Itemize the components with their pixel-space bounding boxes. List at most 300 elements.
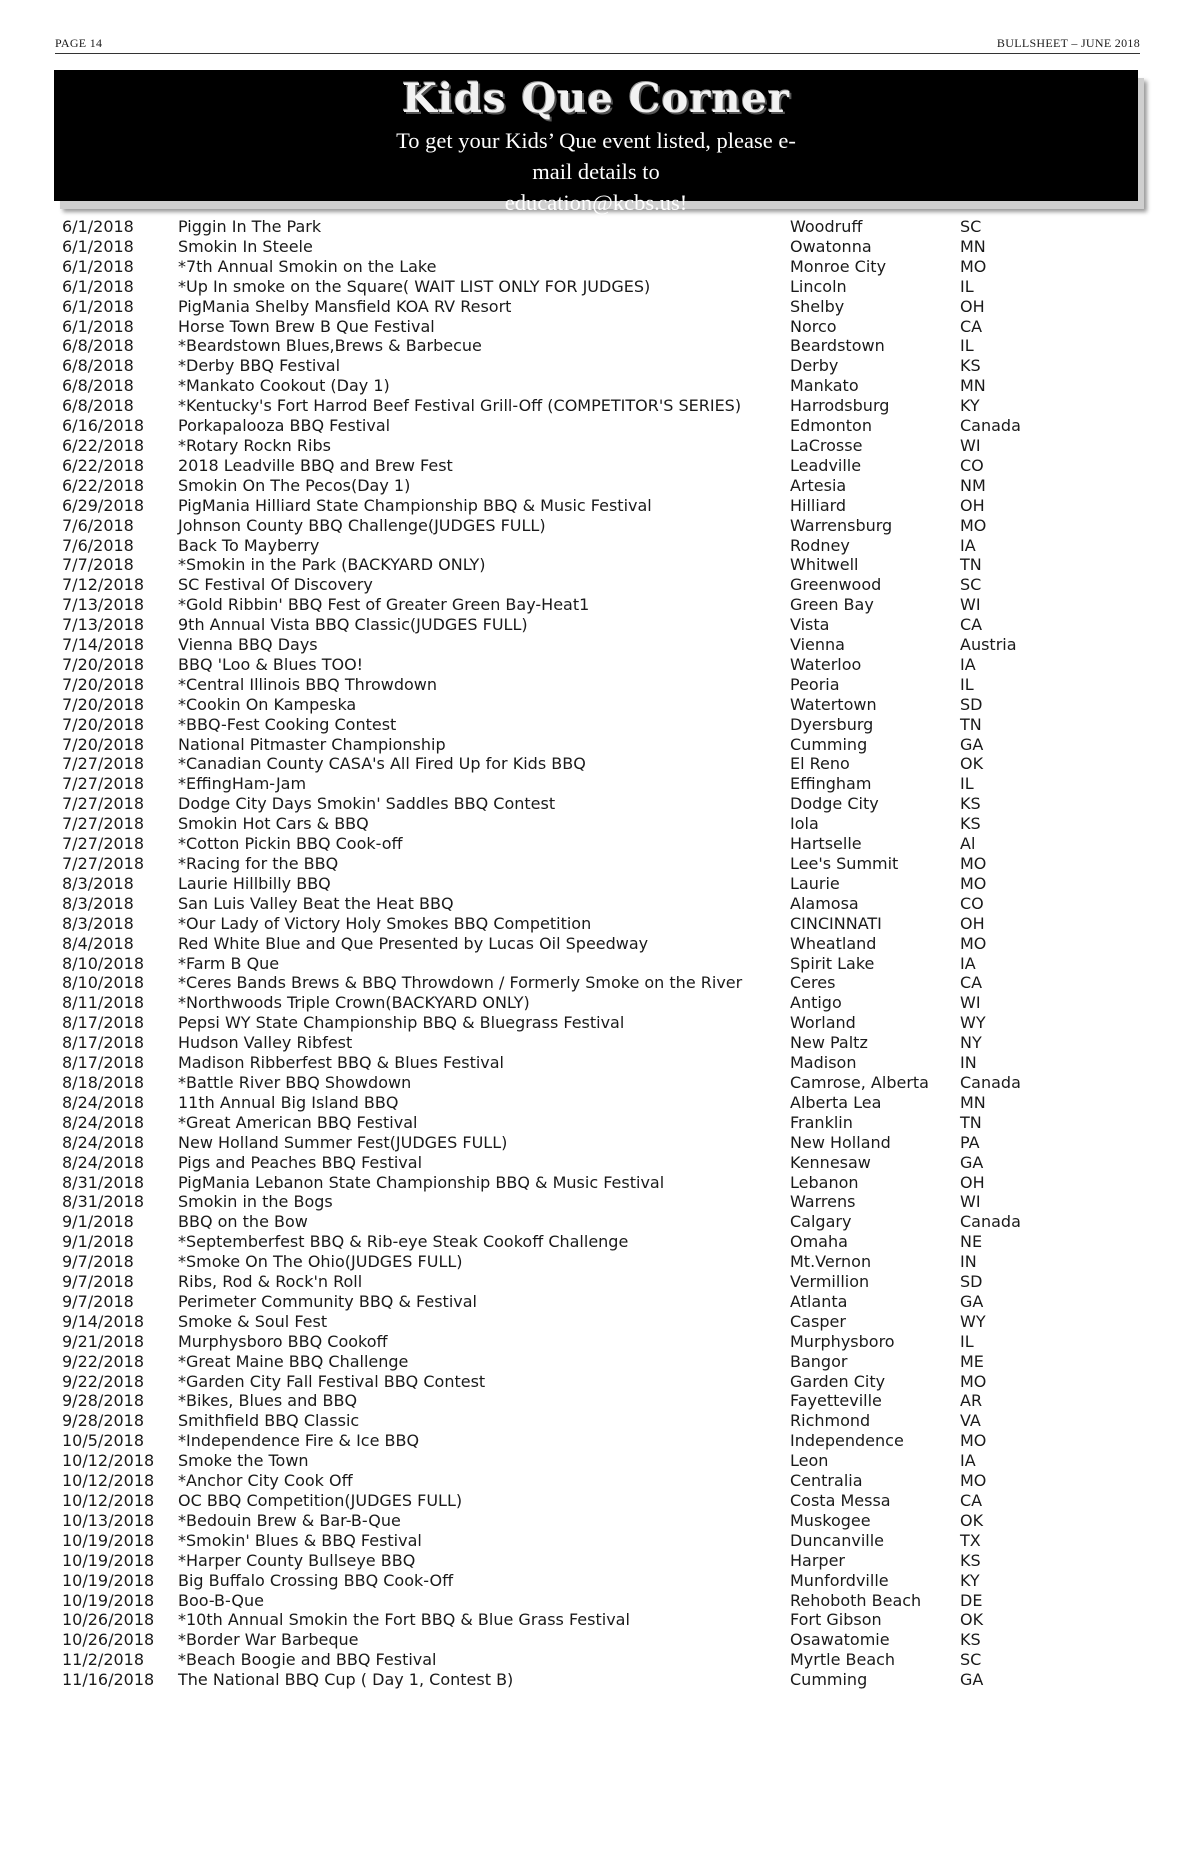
- event-name: San Luis Valley Beat the Heat BBQ: [178, 893, 454, 913]
- event-city: Artesia: [790, 475, 847, 495]
- event-date: 6/22/2018: [62, 475, 145, 495]
- event-row: [62, 277, 1062, 297]
- event-date: 8/24/2018: [62, 1132, 145, 1152]
- event-name: Vienna BBQ Days: [178, 635, 318, 655]
- event-name: Red White Blue and Que Presented by Lucas Oil Speedway: [178, 933, 649, 953]
- event-city: Warrensburg: [790, 515, 893, 535]
- event-state: Canada: [960, 1212, 1021, 1232]
- event-state: KS: [960, 794, 981, 814]
- event-state: OH: [960, 495, 985, 515]
- event-name: *Up In smoke on the Square( WAIT LIST ONLY FOR JUDGES): [178, 276, 651, 296]
- event-city: Munfordville: [790, 1570, 889, 1590]
- event-state: IL: [960, 674, 974, 694]
- event-name: Murphysboro BBQ Cookoff: [178, 1331, 388, 1351]
- kids-que-banner: [54, 70, 1138, 215]
- event-row: [62, 1630, 1062, 1650]
- event-city: Iola: [790, 814, 819, 834]
- event-name: New Holland Summer Fest(JUDGES FULL): [178, 1132, 508, 1152]
- event-city: Vista: [790, 615, 830, 635]
- event-name: *Cookin On Kampeska: [178, 694, 357, 714]
- event-state: AR: [960, 1391, 983, 1411]
- event-city: Bangor: [790, 1351, 848, 1371]
- event-city: Leon: [790, 1451, 829, 1471]
- event-state: MN: [960, 376, 986, 396]
- event-city: Edmonton: [790, 416, 872, 436]
- event-name: Smithfield BBQ Classic: [178, 1411, 360, 1431]
- event-date: 10/19/2018: [62, 1590, 155, 1610]
- banner-email: education@kcbs.us!: [504, 190, 688, 215]
- event-date: 9/14/2018: [62, 1311, 145, 1331]
- event-state: CA: [960, 973, 983, 993]
- event-row: [62, 954, 1062, 974]
- page-number: PAGE 14: [55, 36, 103, 50]
- event-state: MO: [960, 515, 987, 535]
- event-city: Independence: [790, 1431, 904, 1451]
- event-state: IA: [960, 654, 976, 674]
- event-state: Al: [960, 834, 976, 854]
- event-row: [62, 376, 1062, 396]
- event-city: Effingham: [790, 774, 872, 794]
- event-date: 10/26/2018: [62, 1610, 155, 1630]
- event-date: 7/7/2018: [62, 555, 134, 575]
- event-date: 10/13/2018: [62, 1510, 155, 1530]
- event-row: [62, 754, 1062, 774]
- event-name: *Rotary Rockn Ribs: [178, 435, 331, 455]
- event-state: SC: [960, 575, 982, 595]
- event-row: [62, 1591, 1062, 1611]
- event-date: 8/24/2018: [62, 1112, 145, 1132]
- event-row: [62, 1053, 1062, 1073]
- event-city: Owatonna: [790, 236, 872, 256]
- event-name: *7th Annual Smokin on the Lake: [178, 256, 437, 276]
- event-date: 7/27/2018: [62, 754, 145, 774]
- event-date: 10/26/2018: [62, 1630, 155, 1650]
- event-name: Laurie Hillbilly BBQ: [178, 873, 331, 893]
- event-date: 6/29/2018: [62, 495, 145, 515]
- event-row: [62, 1491, 1062, 1511]
- event-name: *Bikes, Blues and BBQ: [178, 1391, 358, 1411]
- event-state: Canada: [960, 416, 1021, 436]
- event-state: GA: [960, 1291, 984, 1311]
- event-name: Smoke the Town: [178, 1451, 309, 1471]
- event-city: Dyersburg: [790, 714, 874, 734]
- event-name: Smoke & Soul Fest: [178, 1311, 328, 1331]
- event-name: 11th Annual Big Island BBQ: [178, 1092, 399, 1112]
- event-row: [62, 814, 1062, 834]
- event-name: *Independence Fire & Ice BBQ: [178, 1431, 420, 1451]
- event-city: Spirit Lake: [790, 953, 875, 973]
- event-name: PigMania Hilliard State Championship BBQ & Music Festival: [178, 495, 652, 515]
- event-name: *Cotton Pickin BBQ Cook-off: [178, 834, 403, 854]
- event-name: Porkapalooza BBQ Festival: [178, 416, 391, 436]
- event-name: Madison Ribberfest BBQ & Blues Festival: [178, 1053, 504, 1073]
- event-state: IA: [960, 1451, 976, 1471]
- event-name: Hudson Valley Ribfest: [178, 1033, 353, 1053]
- event-name: Smokin In Steele: [178, 236, 313, 256]
- event-name: National Pitmaster Championship: [178, 734, 446, 754]
- event-date: 6/22/2018: [62, 455, 145, 475]
- event-name: *Ceres Bands Brews & BBQ Throwdown / Formerly Smoke on the River: [178, 973, 743, 993]
- event-state: MO: [960, 1431, 987, 1451]
- event-city: Whitwell: [790, 555, 859, 575]
- event-date: 8/17/2018: [62, 1013, 145, 1033]
- event-city: Harper: [790, 1550, 845, 1570]
- event-state: CA: [960, 1491, 983, 1510]
- event-city: Leadville: [790, 455, 862, 475]
- event-state: WI: [960, 595, 981, 615]
- event-name: Back To Mayberry: [178, 535, 320, 555]
- event-row: [62, 1173, 1062, 1193]
- event-state: OK: [960, 1510, 984, 1530]
- event-city: Mt.Vernon: [790, 1252, 872, 1272]
- event-row: [62, 1650, 1062, 1670]
- event-date: 7/13/2018: [62, 595, 145, 615]
- event-name: 9th Annual Vista BBQ Classic(JUDGES FULL): [178, 615, 528, 635]
- event-state: MO: [960, 933, 987, 953]
- event-row: [62, 575, 1062, 595]
- event-name: Pepsi WY State Championship BBQ & Bluegrass Festival: [178, 1013, 625, 1033]
- event-name: *Harper County Bullseye BBQ: [178, 1550, 416, 1570]
- event-state: SC: [960, 217, 982, 236]
- event-city: Warrens: [790, 1192, 856, 1212]
- event-name: *Great Maine BBQ Challenge: [178, 1351, 409, 1371]
- event-city: Worland: [790, 1013, 856, 1033]
- event-date: 10/12/2018: [62, 1491, 155, 1510]
- event-date: 7/20/2018: [62, 734, 145, 754]
- event-row: [62, 1033, 1062, 1053]
- event-row: [62, 1551, 1062, 1571]
- event-date: 7/27/2018: [62, 854, 145, 873]
- event-date: 6/1/2018: [62, 276, 134, 296]
- event-city: Camrose, Alberta: [790, 1072, 929, 1092]
- event-name: *Anchor City Cook Off: [178, 1471, 353, 1491]
- event-row: [62, 774, 1062, 794]
- event-city: Norco: [790, 316, 837, 336]
- banner-line-1: To get your Kids’ Que event listed, please e-mail details to: [396, 128, 796, 184]
- event-city: Cumming: [790, 1670, 868, 1690]
- event-date: 6/8/2018: [62, 396, 134, 416]
- event-state: OH: [960, 296, 985, 316]
- event-city: Green Bay: [790, 595, 874, 615]
- event-row: [62, 297, 1062, 317]
- event-name: *EffingHam-Jam: [178, 774, 307, 794]
- event-date: 6/1/2018: [62, 296, 134, 316]
- event-date: 9/7/2018: [62, 1291, 134, 1311]
- event-date: 6/1/2018: [62, 256, 134, 276]
- event-date: 7/27/2018: [62, 774, 145, 794]
- event-city: Antigo: [790, 993, 842, 1013]
- event-state: GA: [960, 1670, 984, 1690]
- event-state: KS: [960, 1630, 981, 1650]
- event-row: [62, 874, 1062, 894]
- event-city: New Paltz: [790, 1033, 868, 1053]
- event-city: Cumming: [790, 734, 868, 754]
- publication-title: BULLSHEET – JUNE 2018: [996, 36, 1140, 50]
- event-row: [62, 555, 1062, 575]
- event-name: *Farm B Que: [178, 953, 280, 973]
- event-date: 7/27/2018: [62, 794, 145, 814]
- event-row: [62, 1670, 1062, 1690]
- event-row: [62, 237, 1062, 257]
- event-city: Harrodsburg: [790, 396, 890, 416]
- event-row: [62, 1232, 1062, 1252]
- event-city: Wheatland: [790, 933, 877, 953]
- event-city: El Reno: [790, 754, 850, 774]
- event-name: *BBQ-Fest Cooking Contest: [178, 714, 397, 734]
- event-name: *Our Lady of Victory Holy Smokes BBQ Competition: [178, 913, 592, 933]
- event-date: 8/31/2018: [62, 1172, 145, 1192]
- event-name: SC Festival Of Discovery: [178, 575, 373, 595]
- event-date: 9/22/2018: [62, 1351, 145, 1371]
- event-city: Duncanville: [790, 1530, 884, 1550]
- event-state: IL: [960, 1331, 974, 1351]
- event-name: *Central Illinois BBQ Throwdown: [178, 674, 438, 694]
- event-city: Madison: [790, 1053, 857, 1073]
- event-city: Murphysboro: [790, 1331, 895, 1351]
- event-row: [62, 257, 1062, 277]
- event-city: Osawatomie: [790, 1630, 890, 1650]
- event-state: CA: [960, 615, 983, 635]
- event-name: Perimeter Community BBQ & Festival: [178, 1291, 477, 1311]
- event-name: Boo-B-Que: [178, 1590, 264, 1610]
- event-city: New Holland: [790, 1132, 891, 1152]
- event-state: MN: [960, 236, 986, 256]
- event-date: 7/27/2018: [62, 834, 145, 854]
- event-row: [62, 1292, 1062, 1312]
- event-city: Dodge City: [790, 794, 879, 814]
- event-city: Fort Gibson: [790, 1610, 882, 1630]
- event-date: 7/27/2018: [62, 814, 145, 834]
- event-city: Richmond: [790, 1411, 871, 1431]
- banner-text: [384, 125, 808, 218]
- event-name: OC BBQ Competition(JUDGES FULL): [178, 1491, 463, 1510]
- event-row: [62, 396, 1062, 416]
- event-row: [62, 516, 1062, 536]
- event-name: *Northwoods Triple Crown(BACKYARD ONLY): [178, 993, 530, 1013]
- event-name: PigMania Shelby Mansfield KOA RV Resort: [178, 296, 512, 316]
- event-city: Hilliard: [790, 495, 847, 515]
- event-date: 6/16/2018: [62, 416, 145, 436]
- event-state: KS: [960, 1550, 981, 1570]
- event-row: [62, 595, 1062, 615]
- event-state: Canada: [960, 1072, 1021, 1092]
- event-city: Atlanta: [790, 1291, 848, 1311]
- event-state: WY: [960, 1311, 986, 1331]
- event-row: [62, 1312, 1062, 1332]
- event-city: Casper: [790, 1311, 846, 1331]
- event-date: 6/8/2018: [62, 376, 134, 396]
- event-date: 7/6/2018: [62, 515, 134, 535]
- event-date: 8/17/2018: [62, 1033, 145, 1053]
- event-name: Dodge City Days Smokin' Saddles BBQ Contest: [178, 794, 556, 814]
- event-state: WI: [960, 435, 981, 455]
- event-state: IL: [960, 336, 974, 356]
- event-row: [62, 655, 1062, 675]
- event-city: Rehoboth Beach: [790, 1590, 922, 1610]
- event-date: 6/22/2018: [62, 435, 145, 455]
- event-name: *Bedouin Brew & Bar-B-Que: [178, 1510, 401, 1530]
- event-city: Watertown: [790, 694, 877, 714]
- event-name: *Gold Ribbin' BBQ Fest of Greater Green Bay-Heat1: [178, 595, 590, 615]
- event-state: OK: [960, 1610, 984, 1630]
- event-city: Lebanon: [790, 1172, 859, 1192]
- event-name: *Racing for the BBQ: [178, 854, 339, 873]
- event-state: WI: [960, 993, 981, 1013]
- event-date: 7/20/2018: [62, 714, 145, 734]
- event-state: KS: [960, 814, 981, 834]
- event-state: WY: [960, 1013, 986, 1033]
- event-date: 6/8/2018: [62, 336, 134, 356]
- event-date: 9/21/2018: [62, 1331, 145, 1351]
- event-date: 8/3/2018: [62, 873, 134, 893]
- event-name: *Garden City Fall Festival BBQ Contest: [178, 1371, 486, 1391]
- event-date: 9/28/2018: [62, 1391, 145, 1411]
- event-state: NE: [960, 1232, 983, 1252]
- event-date: 10/5/2018: [62, 1431, 145, 1451]
- event-city: Kennesaw: [790, 1152, 871, 1172]
- event-city: Vermillion: [790, 1272, 870, 1292]
- event-date: 7/12/2018: [62, 575, 145, 595]
- event-name: *Mankato Cookout (Day 1): [178, 376, 390, 396]
- event-state: ME: [960, 1351, 984, 1371]
- event-name: Smokin in the Bogs: [178, 1192, 333, 1212]
- event-name: *Smokin in the Park (BACKYARD ONLY): [178, 555, 486, 575]
- event-state: KY: [960, 396, 980, 416]
- event-date: 8/24/2018: [62, 1092, 145, 1112]
- event-city: Ceres: [790, 973, 836, 993]
- event-city: Monroe City: [790, 256, 887, 276]
- event-row: [62, 1113, 1062, 1133]
- event-name: PigMania Lebanon State Championship BBQ & Music Festival: [178, 1172, 665, 1192]
- event-state: OK: [960, 754, 984, 774]
- event-date: 6/1/2018: [62, 316, 134, 336]
- event-date: 9/1/2018: [62, 1232, 134, 1252]
- event-state: GA: [960, 734, 984, 754]
- event-state: IL: [960, 774, 974, 794]
- event-row: [62, 1372, 1062, 1392]
- event-city: LaCrosse: [790, 435, 863, 455]
- event-row: [62, 436, 1062, 456]
- event-name: Pigs and Peaches BBQ Festival: [178, 1152, 423, 1172]
- event-city: Beardstown: [790, 336, 885, 356]
- event-row: [62, 715, 1062, 735]
- event-name: *Battle River BBQ Showdown: [178, 1072, 412, 1092]
- event-row: [62, 934, 1062, 954]
- event-name: *Border War Barbeque: [178, 1630, 359, 1650]
- event-state: KY: [960, 1570, 980, 1590]
- event-name: Big Buffalo Crossing BBQ Cook-Off: [178, 1570, 454, 1590]
- event-row: [62, 476, 1062, 496]
- event-row: [62, 615, 1062, 635]
- event-state: IL: [960, 276, 974, 296]
- event-date: 6/1/2018: [62, 236, 134, 256]
- event-city: Alamosa: [790, 893, 859, 913]
- event-state: NY: [960, 1033, 982, 1053]
- event-date: 10/12/2018: [62, 1451, 155, 1471]
- event-state: IN: [960, 1053, 977, 1073]
- event-name: Johnson County BBQ Challenge(JUDGES FULL): [178, 515, 546, 535]
- event-row: [62, 1411, 1062, 1431]
- event-name: *10th Annual Smokin the Fort BBQ & Blue Grass Festival: [178, 1610, 630, 1630]
- events-table: [62, 217, 1062, 1690]
- event-city: Omaha: [790, 1232, 848, 1252]
- event-row: [62, 1252, 1062, 1272]
- event-date: 9/7/2018: [62, 1252, 134, 1272]
- event-row: [62, 336, 1062, 356]
- event-state: MO: [960, 1371, 987, 1391]
- event-state: IA: [960, 953, 976, 973]
- event-row: [62, 1431, 1062, 1451]
- event-row: [62, 834, 1062, 854]
- event-row: [62, 1391, 1062, 1411]
- event-row: [62, 993, 1062, 1013]
- events-body: [62, 217, 1062, 1690]
- event-date: 8/18/2018: [62, 1072, 145, 1092]
- event-row: [62, 317, 1062, 337]
- event-row: [62, 1511, 1062, 1531]
- event-state: GA: [960, 1152, 984, 1172]
- event-row: [62, 1471, 1062, 1491]
- event-date: 8/3/2018: [62, 893, 134, 913]
- event-row: [62, 1272, 1062, 1292]
- event-city: Fayetteville: [790, 1391, 882, 1411]
- event-state: IA: [960, 535, 976, 555]
- event-date: 7/20/2018: [62, 694, 145, 714]
- event-date: 8/3/2018: [62, 913, 134, 933]
- event-date: 9/28/2018: [62, 1411, 145, 1431]
- event-row: [62, 675, 1062, 695]
- event-name: *Beach Boogie and BBQ Festival: [178, 1650, 437, 1670]
- event-row: [62, 635, 1062, 655]
- event-state: SD: [960, 1272, 983, 1292]
- event-date: 7/13/2018: [62, 615, 145, 635]
- event-state: MO: [960, 256, 987, 276]
- event-date: 6/8/2018: [62, 356, 134, 376]
- event-city: Shelby: [790, 296, 845, 316]
- event-date: 11/2/2018: [62, 1650, 145, 1670]
- page-header: [55, 36, 1140, 51]
- event-row: [62, 1133, 1062, 1153]
- event-date: 10/19/2018: [62, 1550, 155, 1570]
- event-state: OH: [960, 913, 985, 933]
- event-city: Derby: [790, 356, 839, 376]
- banner-title: Kids Que Corner: [402, 75, 790, 122]
- event-row: [62, 416, 1062, 436]
- event-city: Lincoln: [790, 276, 847, 296]
- event-city: Alberta Lea: [790, 1092, 882, 1112]
- event-name: Smokin On The Pecos(Day 1): [178, 475, 411, 495]
- event-row: [62, 794, 1062, 814]
- event-name: *Kentucky's Fort Harrod Beef Festival Grill-Off (COMPETITOR'S SERIES): [178, 396, 742, 416]
- event-city: Laurie: [790, 873, 840, 893]
- event-name: *Smokin' Blues & BBQ Festival: [178, 1530, 422, 1550]
- event-row: [62, 1153, 1062, 1173]
- event-state: CO: [960, 893, 984, 913]
- event-city: Rodney: [790, 535, 850, 555]
- event-date: 10/19/2018: [62, 1570, 155, 1590]
- event-row: [62, 356, 1062, 376]
- event-row: [62, 1093, 1062, 1113]
- event-city: Garden City: [790, 1371, 886, 1391]
- event-state: MO: [960, 873, 987, 893]
- event-city: Waterloo: [790, 654, 862, 674]
- event-row: [62, 1531, 1062, 1551]
- event-state: OH: [960, 1172, 985, 1192]
- event-row: [62, 1192, 1062, 1212]
- event-name: Smokin Hot Cars & BBQ: [178, 814, 369, 834]
- event-name: *Smoke On The Ohio(JUDGES FULL): [178, 1252, 463, 1272]
- event-state: CA: [960, 316, 983, 336]
